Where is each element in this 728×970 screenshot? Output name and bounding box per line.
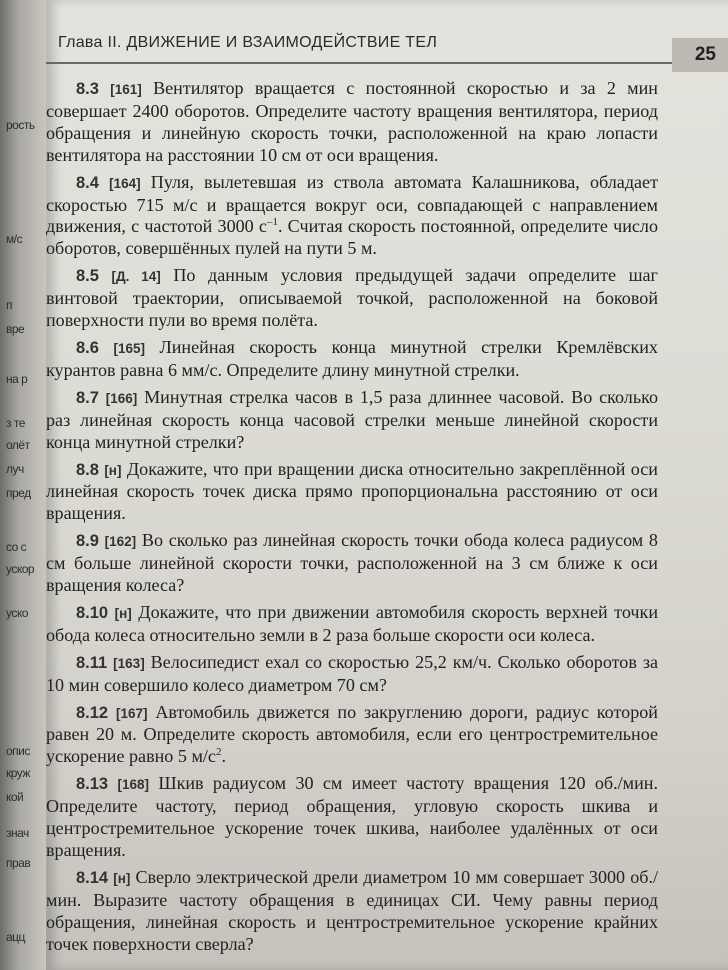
problem-ref: [162]	[104, 534, 137, 550]
adjacent-page-edge	[0, 0, 46, 970]
problem-text-end: .	[221, 746, 226, 767]
problem-ref: [н]	[104, 462, 122, 478]
margin-fragment: со с	[6, 540, 27, 554]
exponent: 2	[215, 746, 222, 759]
problem-text: Сверло электрической дрели диаметром 10 мм совершает 3000 об./мин. Выразите частоту обращения в единицах СИ. Чему равны период обращения, линейная скорость и центростремительное ускорение крайних точек поверхности сверла?	[46, 866, 658, 954]
problem-ref: [168]	[117, 777, 149, 793]
problem-ref: [н]	[113, 870, 131, 886]
problem-ref: [164]	[109, 175, 141, 191]
problem-text: Докажите, что при вращении диска относительно закреплённой оси линейная скорость точек диска прямо пропорциональна расстоянию от оси вращения.	[46, 458, 658, 524]
margin-fragment: ускор	[6, 562, 35, 576]
margin-fragment: вре	[6, 322, 25, 336]
book-page	[46, 0, 728, 970]
problem-number: 8.4	[76, 173, 99, 192]
problem-number: 8.6	[76, 338, 99, 357]
page-header	[46, 0, 728, 64]
problem-ref: [Д. 14]	[111, 269, 161, 285]
margin-fragment: знач	[6, 826, 29, 840]
problem-text: Минутная стрелка часов в 1,5 раза длиннее часовой. Во сколько раз линейная скорость конца часовой стрелки меньше линейной скорости конца минутной стрелки?	[46, 386, 658, 452]
problem-8-13	[46, 773, 658, 862]
problem-8-10	[46, 602, 658, 647]
problem-number: 8.7	[76, 388, 99, 407]
margin-fragment: луч	[6, 462, 24, 476]
problem-text: Велосипедист ехал со скоростью 25,2 км/ч. Сколько оборотов за 10 мин совершило колесо диаметром 70 см?	[46, 651, 659, 695]
problem-number: 8.13	[76, 775, 109, 794]
problem-ref: [161]	[110, 82, 142, 97]
problem-number: 8.5	[76, 267, 99, 286]
problem-8-14	[46, 867, 658, 956]
problem-number: 8.3	[76, 80, 99, 98]
problem-ref: [163]	[113, 655, 145, 671]
chapter-title: Глава II. ДВИЖЕНИЕ И ВЗАИМОДЕЙСТВИЕ ТЕЛ	[58, 34, 438, 51]
problem-ref: [165]	[113, 340, 145, 356]
problem-number: 8.12	[76, 703, 109, 722]
problem-ref: [166]	[105, 390, 138, 406]
problem-8-11	[46, 652, 658, 697]
problem-number: 8.9	[76, 532, 99, 551]
problem-text: Автомобиль движется по закруглению дороги, радиус которой равен 20 м. Определите скорость автомобиля, если его центростремительное ускорение равно 5 м/с	[46, 701, 658, 767]
problem-ref: [н]	[114, 605, 132, 621]
margin-fragment: кой	[6, 790, 24, 804]
problem-number: 8.14	[76, 868, 109, 887]
margin-fragment: на р	[6, 372, 28, 386]
margin-fragment: ацц	[6, 930, 25, 944]
problem-text: Докажите, что при движении автомобиля скорость верхней точки обода колеса относительно земли в 2 раза больше скорости оси колеса.	[46, 601, 658, 645]
problem-text: Вентилятор вращается с постоянной скоростью и за 2 мин совершает 2400 оборотов. Определите частоту вращения вентилятора, период обращения и линейную скорость точки, расположенной на краю лопасти вентилятора на расстоянии 10 см от оси вращения.	[46, 78, 658, 165]
margin-fragment: м/с	[6, 232, 23, 246]
margin-fragment: з те	[6, 416, 25, 430]
problem-text: Пуля, вылетевшая из ствола автомата Калашникова, обладает скоростью 715 м/с и вращается вокруг оси, совпадающей с направлением движения, с частотой 3000 с	[46, 171, 658, 237]
problem-8-6	[46, 337, 658, 382]
problem-number: 8.11	[76, 653, 108, 672]
margin-fragment: уско	[6, 606, 28, 620]
margin-fragment: круж	[6, 766, 30, 780]
problem-text: Линейная скорость конца минутной стрелки Кремлёвских курантов равна 6 мм/с. Определите длину минутной стрелки.	[46, 336, 658, 380]
problem-text-end: . Считая скорость постоянной, определите число оборотов, совершённых пулей на пути 5 м.	[46, 216, 658, 259]
problem-number: 8.10	[76, 603, 109, 622]
exponent: –1	[266, 216, 278, 229]
margin-fragment: рость	[6, 118, 35, 132]
problem-8-12	[46, 702, 658, 769]
problem-ref: [167]	[115, 705, 148, 721]
problem-text: По данным условия предыдущей задачи определите шаг винтовой траектории, описываемой точкой, расположенной на боковой поверхности пули во время полёта.	[46, 265, 658, 331]
problem-list	[46, 78, 658, 961]
margin-fragment: прав	[6, 856, 31, 870]
problem-8-8	[46, 459, 658, 526]
margin-fragment: пред	[6, 486, 31, 500]
problem-text: Шкив радиусом 30 см имеет частоту вращения 120 об./мин. Определите частоту, период обращения, угловую скорость шкива и центростремительное ускорение точек шкива, наиболее удалённых от оси вращения.	[46, 773, 659, 860]
problem-8-4	[46, 172, 658, 261]
margin-fragment: олёт	[6, 438, 30, 452]
problem-8-5	[46, 265, 658, 332]
problem-8-9	[46, 530, 658, 597]
problem-8-3	[46, 78, 658, 167]
problem-8-7	[46, 387, 658, 454]
page-number: 25	[694, 44, 716, 65]
margin-fragment: опис	[6, 744, 30, 758]
problem-number: 8.8	[76, 460, 99, 479]
problem-text: Во сколько раз линейная скорость точки обода колеса радиусом 8 см больше линейной скорости точки, расположенной на 3 см ближе к оси вращения колеса?	[46, 530, 658, 596]
margin-fragment: п	[6, 298, 12, 312]
